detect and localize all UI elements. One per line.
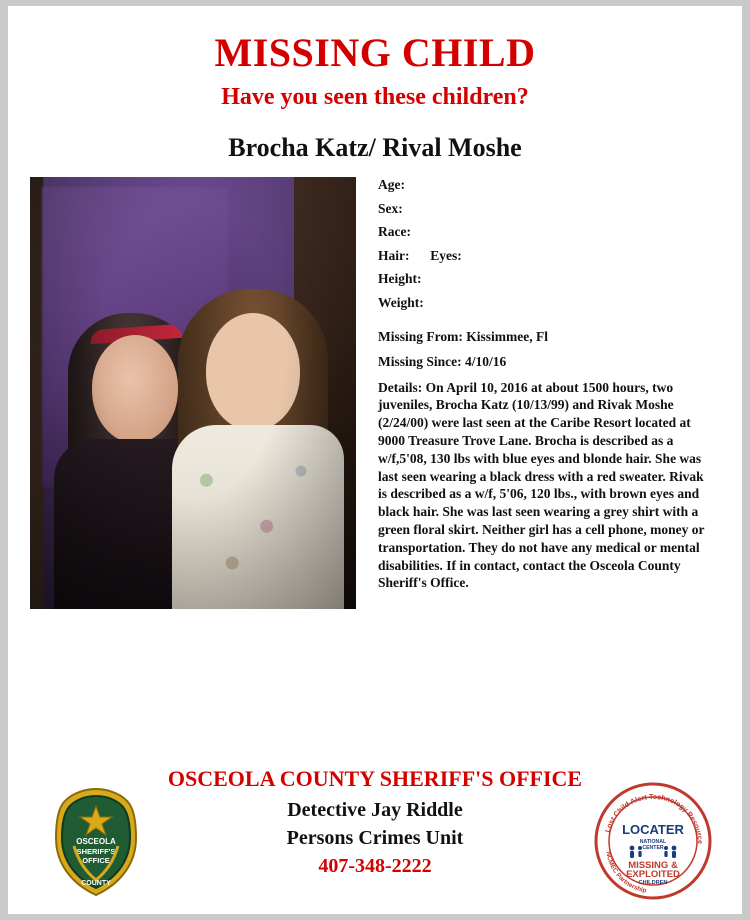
ncmec-arc-bottom: NCMEC Partnership: [604, 851, 647, 895]
field-hair-label: Hair:: [378, 247, 410, 263]
field-age-label: Age:: [378, 177, 405, 192]
ncmec-national: NATIONAL: [639, 839, 667, 845]
missing-since: Missing Since: 4/10/16: [378, 353, 507, 369]
missing-from: Missing From: Kissimmee, Fl: [378, 328, 548, 344]
badge-line3: OFFICE: [82, 856, 110, 865]
details-text: Details: On April 10, 2016 at about 1500 hours, two juveniles, Brocha Katz (10/13/99) and Rivak Moshe (2/24/00) were last seen at the Caribe Resort located at 9000 Treasure Trove Lane. Brocha is described as a w/f,5'08, 130 lbs with blue eyes and blonde hair. She was last seen wearing a black dress with a red sweater. Rivak is described as a w/f, 5'06, 120 lbs., with brown eyes and black hair. She was last seen wearing a grey shirt with a green floral skirt. Neither girl has a cell phone, money or transportation. They do not have any medical or mental disabilities. If in contact, contact the Osceola County Sheriff's Office.: [378, 379, 705, 591]
ncmec-locater-word: LOCATER: [622, 822, 684, 837]
missing-children-names: Brocha Katz/ Rival Moshe: [228, 133, 522, 162]
field-age: [378, 177, 708, 193]
missing-child-poster: [8, 6, 742, 914]
badge-line2: SHERIFF'S: [76, 847, 116, 856]
field-sex: [378, 201, 708, 217]
unit-name: Persons Crimes Unit: [286, 827, 464, 849]
badge-line1: OSCEOLA: [76, 837, 116, 846]
field-hair-eyes: [378, 248, 708, 264]
ncmec-locater-logo-icon: [594, 782, 712, 900]
field-height-label: Height:: [378, 271, 422, 286]
field-height: [378, 271, 708, 287]
poster-content: [8, 177, 742, 637]
field-weight-label: Weight:: [378, 294, 424, 310]
ncmec-missing: MISSING &: [628, 860, 678, 871]
missing-children-photo: [30, 177, 356, 609]
detective-name: Detective Jay Riddle: [287, 799, 463, 821]
photo-vignette: [30, 177, 356, 609]
field-race-label: Race:: [378, 224, 411, 239]
photo-background: [30, 177, 356, 609]
poster-subtitle: Have you seen these children?: [221, 84, 529, 110]
field-eyes-label: Eyes:: [430, 247, 462, 263]
badge-line4: COUNTY: [81, 880, 111, 887]
contact-phone: 407-348-2222: [318, 855, 432, 877]
poster-title: MISSING CHILD: [214, 30, 536, 75]
agency-name: OSCEOLA COUNTY SHERIFF'S OFFICE: [167, 766, 583, 791]
field-weight: [378, 295, 708, 311]
ncmec-exploited: EXPLOITED: [626, 869, 680, 880]
poster-footer: [8, 766, 742, 902]
field-sex-label: Sex:: [378, 200, 403, 216]
details-panel: [378, 177, 708, 592]
ncmec-arc-top: Lost Child Alert Technology Resource: [602, 791, 706, 845]
ncmec-center: CENTER: [642, 845, 664, 851]
sheriff-badge-icon: [48, 786, 144, 898]
field-race: [378, 224, 708, 240]
ncmec-children: CHILDREN: [638, 880, 668, 886]
meta-block: [378, 329, 708, 593]
